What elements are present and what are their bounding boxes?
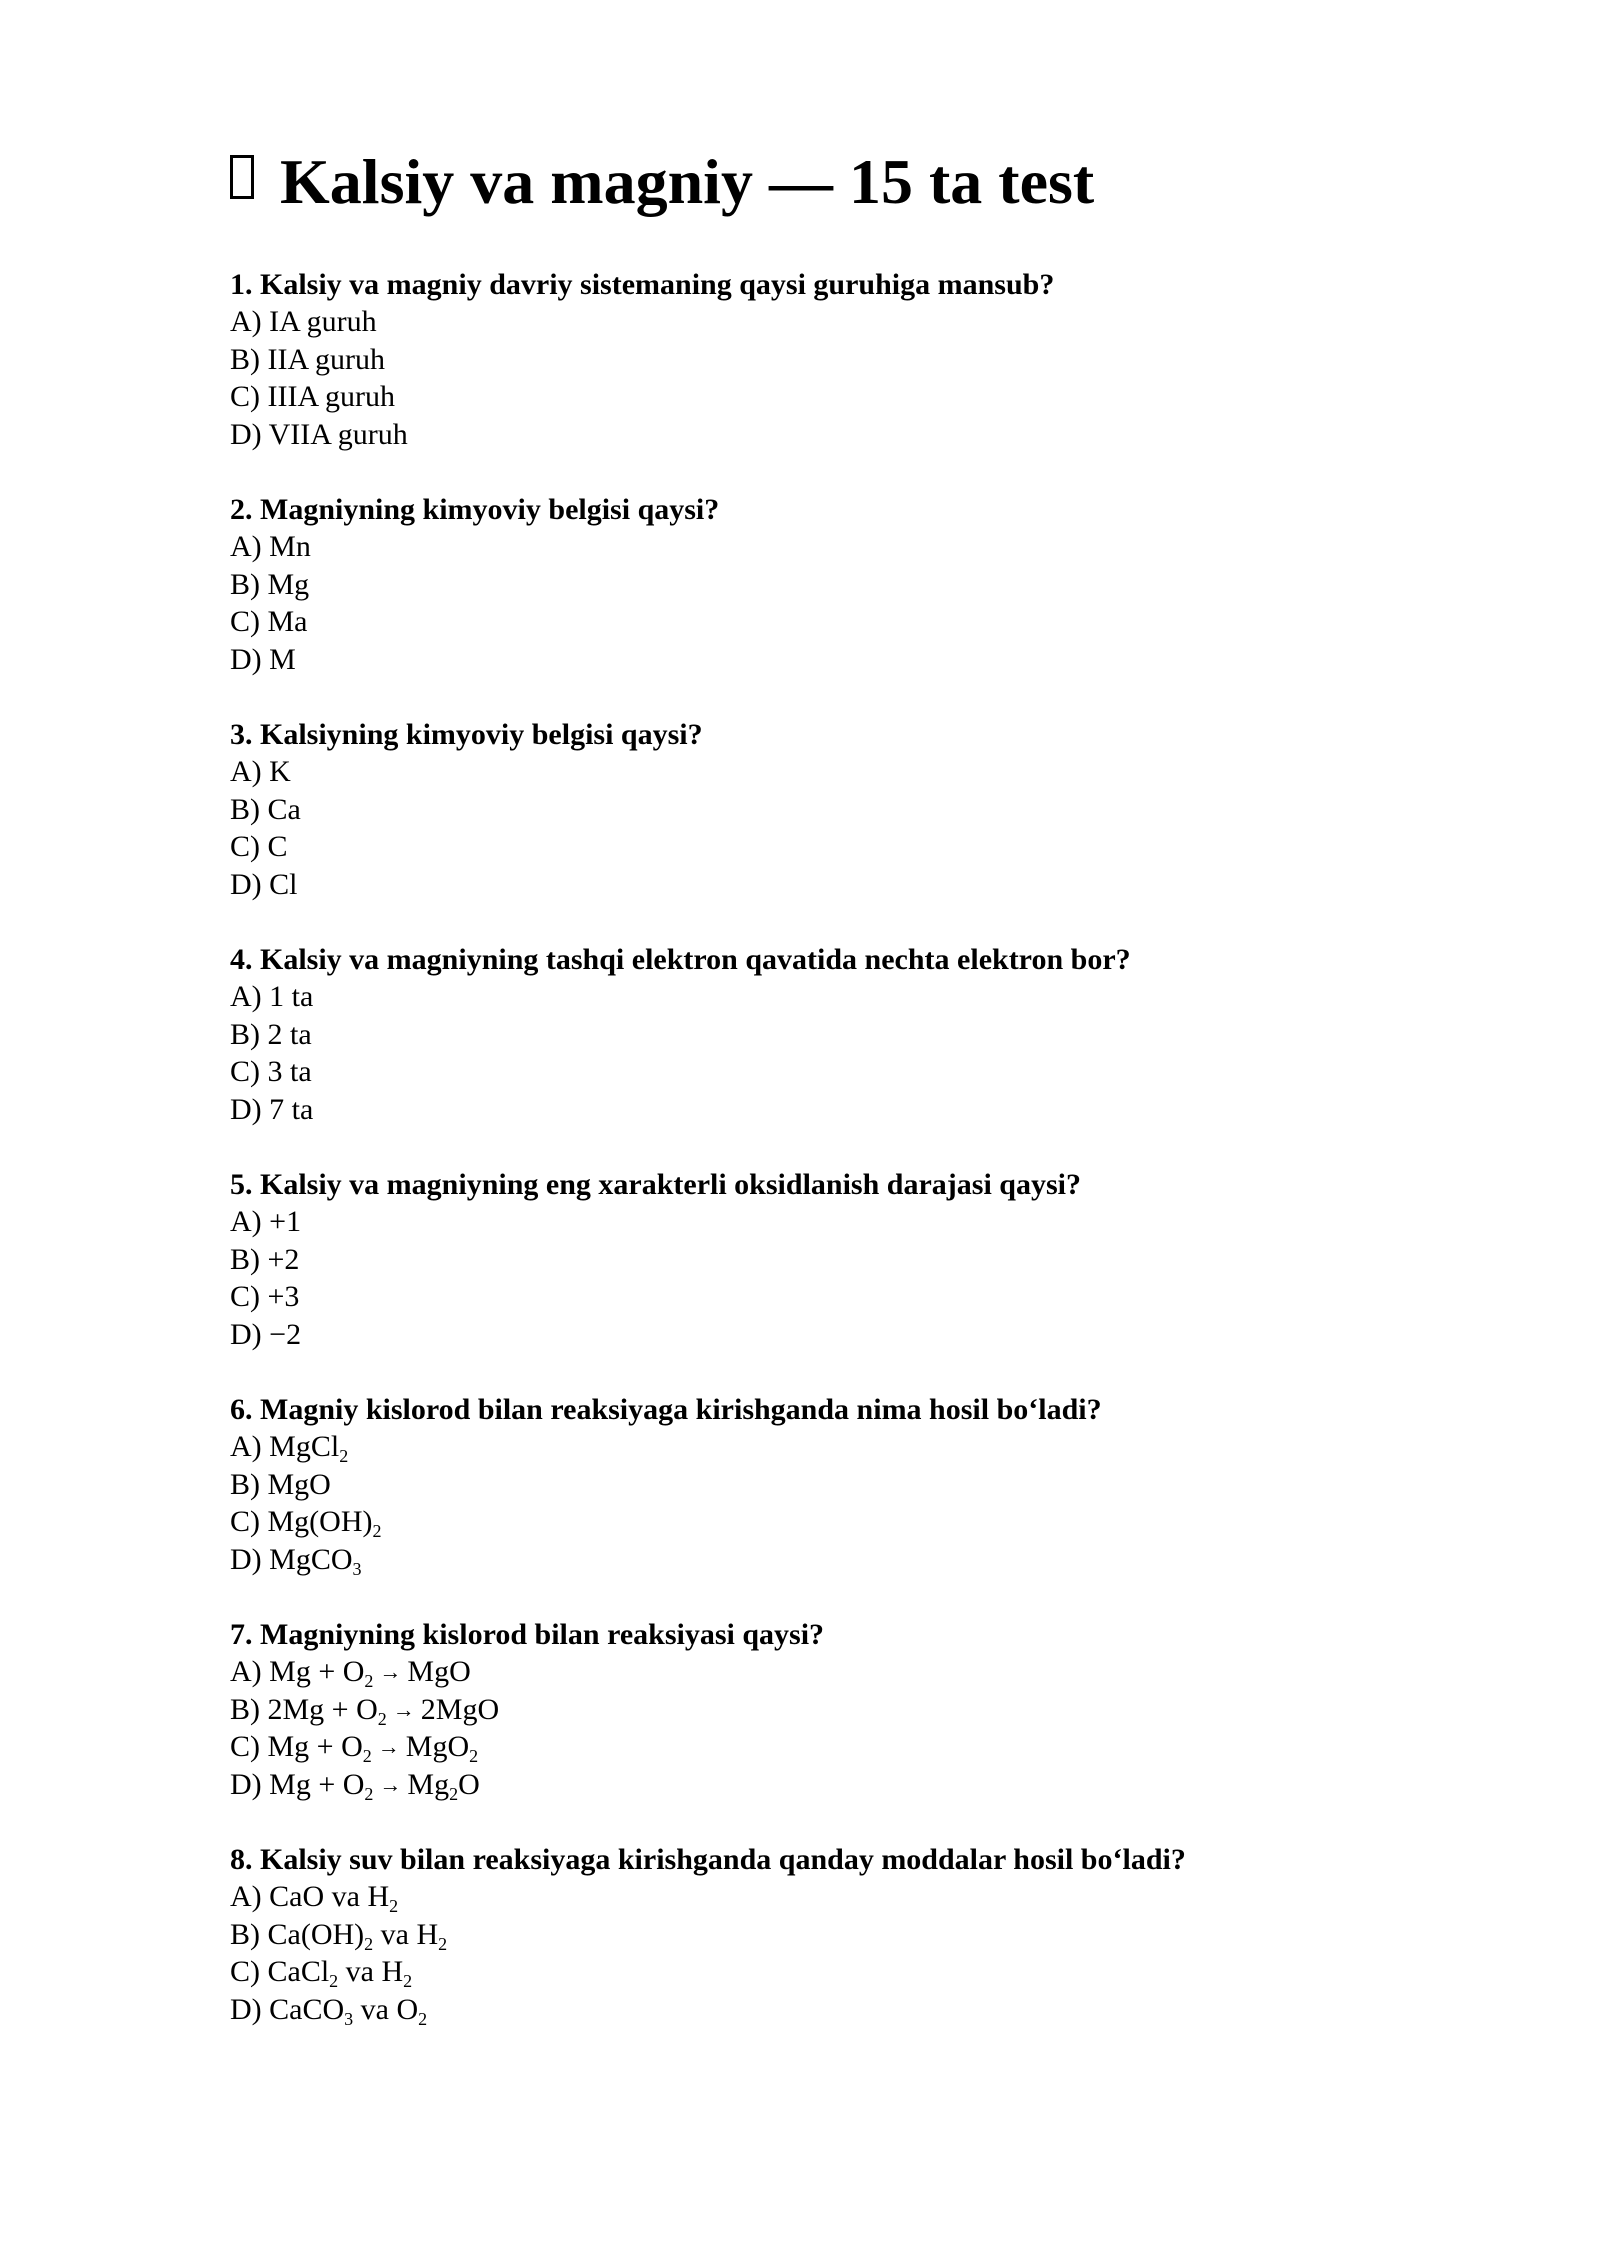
question-block <box>230 716 1430 903</box>
answer-option: B) +2 <box>230 1242 300 1276</box>
question-block <box>230 1841 1430 2028</box>
answer-option <box>230 1466 1430 1504</box>
answer-option: B) 2 ta <box>230 1017 312 1051</box>
question-text: 3. Kalsiyning kimyoviy belgisi qaysi? <box>230 718 703 751</box>
option-text: C) Mg(OH) <box>230 1505 373 1538</box>
option-text: A) CaO va H <box>230 1880 390 1913</box>
missing-glyph-icon <box>230 155 254 199</box>
subscript: 2 <box>438 1933 448 1954</box>
option-text: D) MgCO <box>230 1542 353 1576</box>
answer-option <box>230 1728 1430 1766</box>
answer-option <box>230 1428 1430 1466</box>
answer-option <box>230 1541 1430 1579</box>
answer-option: B) Ca <box>230 792 301 826</box>
option-text: C) CaCl <box>230 1955 330 1988</box>
option-text: B) MgO <box>230 1467 331 1501</box>
answer-option <box>230 1653 1430 1691</box>
option-text: 2MgO <box>420 1692 500 1726</box>
option-text: va H <box>373 1917 439 1951</box>
answer-option <box>230 1953 1430 1991</box>
subscript: 2 <box>329 1971 339 1991</box>
question-block <box>230 266 1430 453</box>
question-text: 1. Kalsiy va magniy davriy sistemaning qaysi guruhiga mansub? <box>230 268 1055 301</box>
question-block <box>230 1166 1430 1353</box>
arrow-icon: → <box>379 1659 402 1684</box>
page-title-text: Kalsiy va magniy — 15 ta test <box>280 146 1095 217</box>
answer-option: D) Cl <box>230 867 298 901</box>
answer-option: D) −2 <box>230 1317 302 1351</box>
option-text: va O <box>353 1992 419 2026</box>
question-text: 6. Magniy kislorod bilan reaksiyaga kirishganda nima hosil bo‘ladi? <box>230 1393 1102 1426</box>
subscript: 2 <box>364 1671 374 1691</box>
answer-option <box>230 1916 1430 1954</box>
answer-option <box>230 1991 1430 2029</box>
answer-option: D) M <box>230 642 296 676</box>
answer-option: C) 3 ta <box>230 1055 312 1088</box>
option-text: A) MgCl <box>230 1430 340 1463</box>
answer-option: A) IA guruh <box>230 305 377 338</box>
subscript: 2 <box>389 1896 399 1916</box>
option-text: va H <box>338 1955 404 1988</box>
answer-option: A) Mn <box>230 530 311 563</box>
option-text: Mg <box>407 1767 450 1801</box>
answer-option: B) IIA guruh <box>230 342 385 376</box>
answer-option: C) Ma <box>230 605 308 638</box>
arrow-icon: → <box>379 1771 402 1797</box>
option-text: B) Ca(OH) <box>230 1917 365 1951</box>
option-text: MgO <box>405 1730 470 1763</box>
answer-option <box>230 1766 1430 1804</box>
answer-option: A) 1 ta <box>230 980 314 1013</box>
question-block <box>230 491 1430 678</box>
subscript: 3 <box>344 2008 354 2029</box>
question-text: 7. Magniyning kislorod bilan reaksiyasi qaysi? <box>230 1618 825 1651</box>
question-block <box>230 1616 1430 1803</box>
option-text: C) Mg + O <box>230 1730 363 1763</box>
answer-option: C) +3 <box>230 1280 300 1313</box>
question-list <box>230 266 1430 2028</box>
answer-option <box>230 1691 1430 1729</box>
subscript: 2 <box>372 1521 382 1541</box>
arrow-icon: → <box>392 1696 415 1722</box>
subscript: 2 <box>364 1783 374 1804</box>
option-text: O <box>458 1767 480 1801</box>
answer-option: D) 7 ta <box>230 1092 314 1126</box>
option-text: B) 2Mg + O <box>230 1692 378 1726</box>
question-block <box>230 1391 1430 1578</box>
subscript: 2 <box>362 1746 372 1766</box>
option-text: A) Mg + O <box>230 1655 365 1688</box>
subscript: 2 <box>449 1783 459 1804</box>
answer-option: D) VIIA guruh <box>230 417 408 451</box>
subscript: 2 <box>364 1933 374 1954</box>
subscript: 3 <box>352 1558 362 1579</box>
answer-option: A) +1 <box>230 1205 302 1238</box>
arrow-icon: → <box>377 1734 400 1759</box>
answer-option: C) IIIA guruh <box>230 380 395 413</box>
answer-option <box>230 1878 1430 1916</box>
question-text: 2. Magniyning kimyoviy belgisi qaysi? <box>230 493 720 526</box>
option-text: D) Mg + O <box>230 1767 365 1801</box>
answer-option: A) K <box>230 755 291 788</box>
subscript: 2 <box>469 1746 479 1766</box>
subscript: 2 <box>339 1446 349 1466</box>
subscript: 2 <box>403 1971 413 1991</box>
subscript: 2 <box>377 1708 387 1729</box>
page-title <box>230 146 1430 217</box>
question-text: 4. Kalsiy va magniyning tashqi elektron qavatida nechta elektron bor? <box>230 943 1131 976</box>
answer-option: B) Mg <box>230 567 310 601</box>
option-text: MgO <box>407 1655 471 1688</box>
answer-option <box>230 1503 1430 1541</box>
answer-option: C) C <box>230 830 288 863</box>
option-text: D) CaCO <box>230 1992 345 2026</box>
document-page <box>230 146 1430 2066</box>
subscript: 2 <box>418 2008 428 2029</box>
question-block <box>230 941 1430 1128</box>
question-text: 5. Kalsiy va magniyning eng xarakterli oksidlanish darajasi qaysi? <box>230 1168 1081 1201</box>
question-text: 8. Kalsiy suv bilan reaksiyaga kirishganda qanday moddalar hosil bo‘ladi? <box>230 1843 1186 1876</box>
